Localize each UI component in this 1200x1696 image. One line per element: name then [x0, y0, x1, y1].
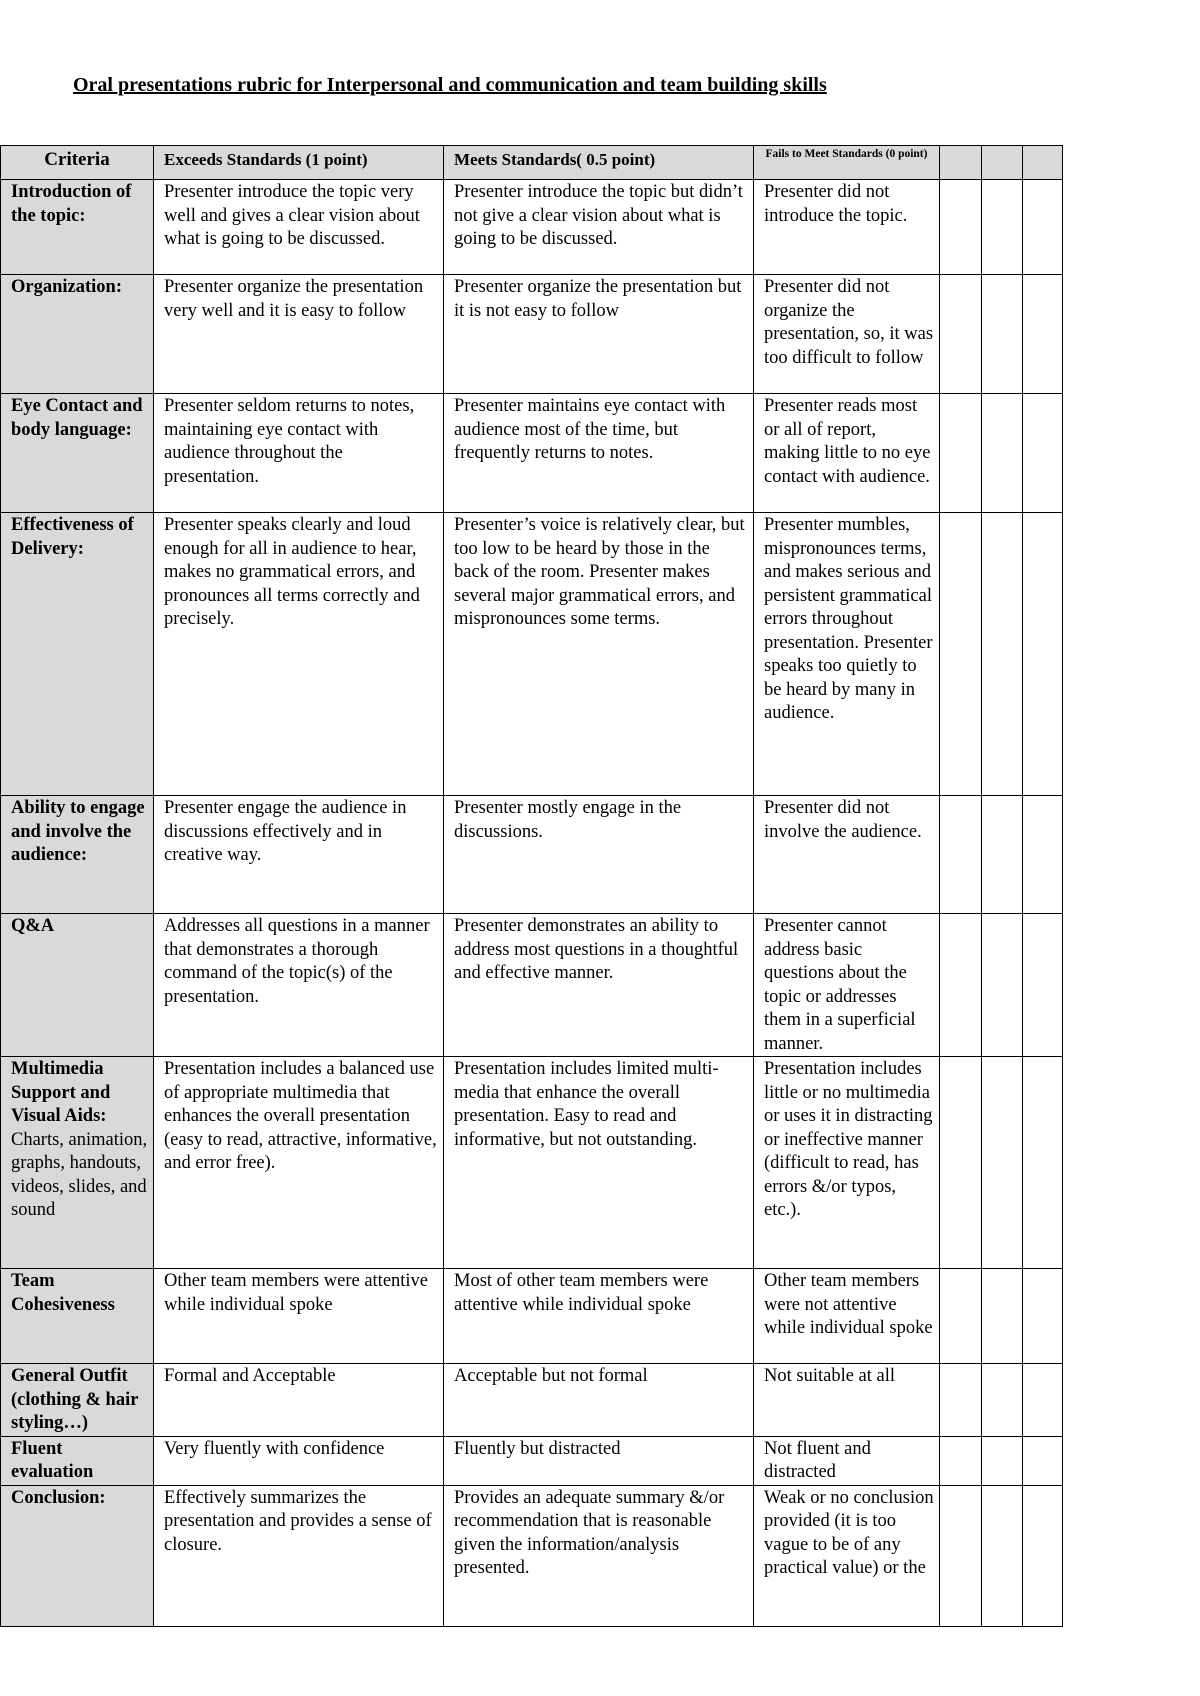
exceeds-cell: Presenter organize the presentation very well and it is easy to follow: [154, 275, 444, 394]
criteria-label: Multimedia Support and Visual Aids:: [11, 1059, 111, 1126]
meets-cell: Presenter demonstrates an ability to address most questions in a thoughtful and effective manner.: [444, 914, 754, 1057]
exceeds-cell: Formal and Acceptable: [154, 1364, 444, 1437]
meets-cell: Fluently but distracted: [444, 1436, 754, 1485]
exceeds-cell: Other team members were attentive while individual spoke: [154, 1269, 444, 1364]
table-row: [1, 1057, 1063, 1269]
meets-cell: Most of other team members were attentive while individual spoke: [444, 1269, 754, 1364]
table-row: [1, 513, 1063, 796]
fails-cell: Other team members were not attentive while individual spoke: [754, 1269, 940, 1364]
score-cell[interactable]: [982, 1269, 1023, 1364]
score-cell[interactable]: [940, 394, 982, 513]
score-cell[interactable]: [1023, 513, 1063, 796]
fails-cell: Presenter did not involve the audience.: [754, 796, 940, 914]
score-cell[interactable]: [982, 180, 1023, 275]
score-cell[interactable]: [940, 1364, 982, 1437]
criteria-cell: [1, 796, 154, 914]
header-score-3: [1023, 146, 1063, 180]
score-cell[interactable]: [1023, 1485, 1063, 1626]
header-row: [1, 146, 1063, 180]
score-cell[interactable]: [940, 1485, 982, 1626]
score-cell[interactable]: [982, 1364, 1023, 1437]
fails-cell: Not suitable at all: [754, 1364, 940, 1437]
exceeds-cell: Addresses all questions in a manner that demonstrates a thorough command of the topic(s) of the presentation.: [154, 914, 444, 1057]
meets-cell: Presentation includes limited multi-media that enhance the overall presentation. Easy to read and informative, but not outstanding.: [444, 1057, 754, 1269]
score-cell[interactable]: [1023, 796, 1063, 914]
criteria-cell: [1, 914, 154, 1057]
score-cell[interactable]: [1023, 1269, 1063, 1364]
score-cell[interactable]: [982, 1485, 1023, 1626]
criteria-cell: [1, 1057, 154, 1269]
score-cell[interactable]: [940, 1269, 982, 1364]
score-cell[interactable]: [982, 796, 1023, 914]
meets-cell: Presenter mostly engage in the discussions.: [444, 796, 754, 914]
criteria-cell: [1, 1269, 154, 1364]
fails-cell: Presentation includes little or no multimedia or uses it in distracting or ineffective manner (difficult to read, has errors &/or typos, etc.).: [754, 1057, 940, 1269]
criteria-cell: [1, 275, 154, 394]
table-row: [1, 914, 1063, 1057]
meets-cell: Presenter introduce the topic but didn’t not give a clear vision about what is going to be discussed.: [444, 180, 754, 275]
table-row: [1, 796, 1063, 914]
score-cell[interactable]: [1023, 1364, 1063, 1437]
fails-cell: Weak or no conclusion provided (it is too vague to be of any practical value) or the: [754, 1485, 940, 1626]
criteria-cell: [1, 394, 154, 513]
meets-cell: Provides an adequate summary &/or recommendation that is reasonable given the information/analysis presented.: [444, 1485, 754, 1626]
score-cell[interactable]: [940, 796, 982, 914]
score-cell[interactable]: [1023, 1436, 1063, 1485]
criteria-cell: [1, 1436, 154, 1485]
criteria-cell: [1, 513, 154, 796]
table-row: [1, 1269, 1063, 1364]
score-cell[interactable]: [1023, 1057, 1063, 1269]
exceeds-cell: Presenter engage the audience in discussions effectively and in creative way.: [154, 796, 444, 914]
table-row: [1, 180, 1063, 275]
header-score-1: [940, 146, 982, 180]
score-cell[interactable]: [982, 1057, 1023, 1269]
exceeds-cell: Presenter speaks clearly and loud enough for all in audience to hear, makes no grammatical errors, and pronounces all terms correctly and precisely.: [154, 513, 444, 796]
fails-cell: Presenter cannot address basic questions about the topic or addresses them in a superficial manner.: [754, 914, 940, 1057]
table-row: [1, 1485, 1063, 1626]
page-title: Oral presentations rubric for Interpersonal and communication and team building skills: [73, 74, 827, 96]
fails-cell: Presenter did not introduce the topic.: [754, 180, 940, 275]
criteria-label: Effectiveness of Delivery:: [11, 515, 134, 559]
score-cell[interactable]: [940, 1436, 982, 1485]
fails-cell: Not fluent and distracted: [754, 1436, 940, 1485]
criteria-label: General Outfit (clothing & hair styling…): [11, 1366, 139, 1433]
fails-cell: Presenter reads most or all of report, making little to no eye contact with audience.: [754, 394, 940, 513]
header-criteria: Criteria: [1, 146, 154, 180]
exceeds-cell: Presenter introduce the topic very well and gives a clear vision about what is going to be discussed.: [154, 180, 444, 275]
criteria-label: Ability to engage and involve the audience:: [11, 798, 145, 865]
criteria-note: Charts, animation, graphs, handouts, videos, slides, and sound: [11, 1129, 148, 1220]
score-cell[interactable]: [940, 1057, 982, 1269]
criteria-label: Conclusion:: [11, 1487, 106, 1508]
score-cell[interactable]: [982, 275, 1023, 394]
score-cell[interactable]: [940, 180, 982, 275]
table-row: [1, 1436, 1063, 1485]
score-cell[interactable]: [982, 914, 1023, 1057]
fails-cell: Presenter mumbles, mispronounces terms, and makes serious and persistent grammatical errors throughout presentation. Presenter speaks too quietly to be heard by many in audience.: [754, 513, 940, 796]
header-meets: Meets Standards( 0.5 point): [444, 146, 754, 180]
score-cell[interactable]: [940, 914, 982, 1057]
score-cell[interactable]: [1023, 275, 1063, 394]
table-row: [1, 275, 1063, 394]
rubric-table: [0, 145, 1063, 1627]
score-cell[interactable]: [1023, 914, 1063, 1057]
meets-cell: Acceptable but not formal: [444, 1364, 754, 1437]
score-cell[interactable]: [982, 1436, 1023, 1485]
meets-cell: Presenter maintains eye contact with audience most of the time, but frequently returns to notes.: [444, 394, 754, 513]
header-fails: Fails to Meet Standards (0 point): [754, 146, 940, 180]
exceeds-cell: Effectively summarizes the presentation and provides a sense of closure.: [154, 1485, 444, 1626]
fails-cell: Presenter did not organize the presentation, so, it was too difficult to follow: [754, 275, 940, 394]
header-score-2: [982, 146, 1023, 180]
criteria-label: Organization:: [11, 277, 122, 297]
score-cell[interactable]: [940, 275, 982, 394]
table-row: [1, 394, 1063, 513]
meets-cell: Presenter’s voice is relatively clear, but too low to be heard by those in the back of the room. Presenter makes several major grammatical errors, and mispronounces some terms.: [444, 513, 754, 796]
header-exceeds: Exceeds Standards (1 point): [154, 146, 444, 180]
score-cell[interactable]: [940, 513, 982, 796]
exceeds-cell: Very fluently with confidence: [154, 1436, 444, 1485]
criteria-label: Fluent evaluation: [11, 1438, 94, 1482]
criteria-label: Team Cohesiveness: [11, 1271, 115, 1315]
meets-cell: Presenter organize the presentation but it is not easy to follow: [444, 275, 754, 394]
score-cell[interactable]: [982, 394, 1023, 513]
score-cell[interactable]: [982, 513, 1023, 796]
criteria-cell: [1, 1485, 154, 1626]
score-cell[interactable]: [1023, 394, 1063, 513]
criteria-cell: [1, 1364, 154, 1437]
exceeds-cell: Presentation includes a balanced use of appropriate multimedia that enhances the overall presentation (easy to read, attractive, informative, and error free).: [154, 1057, 444, 1269]
criteria-label: Eye Contact and body language:: [11, 396, 143, 440]
table-row: [1, 1364, 1063, 1437]
score-cell[interactable]: [1023, 180, 1063, 275]
exceeds-cell: Presenter seldom returns to notes, maintaining eye contact with audience throughout the presentation.: [154, 394, 444, 513]
criteria-label: Introduction of the topic:: [11, 182, 132, 226]
criteria-cell: [1, 180, 154, 275]
criteria-label: Q&A: [11, 916, 55, 936]
